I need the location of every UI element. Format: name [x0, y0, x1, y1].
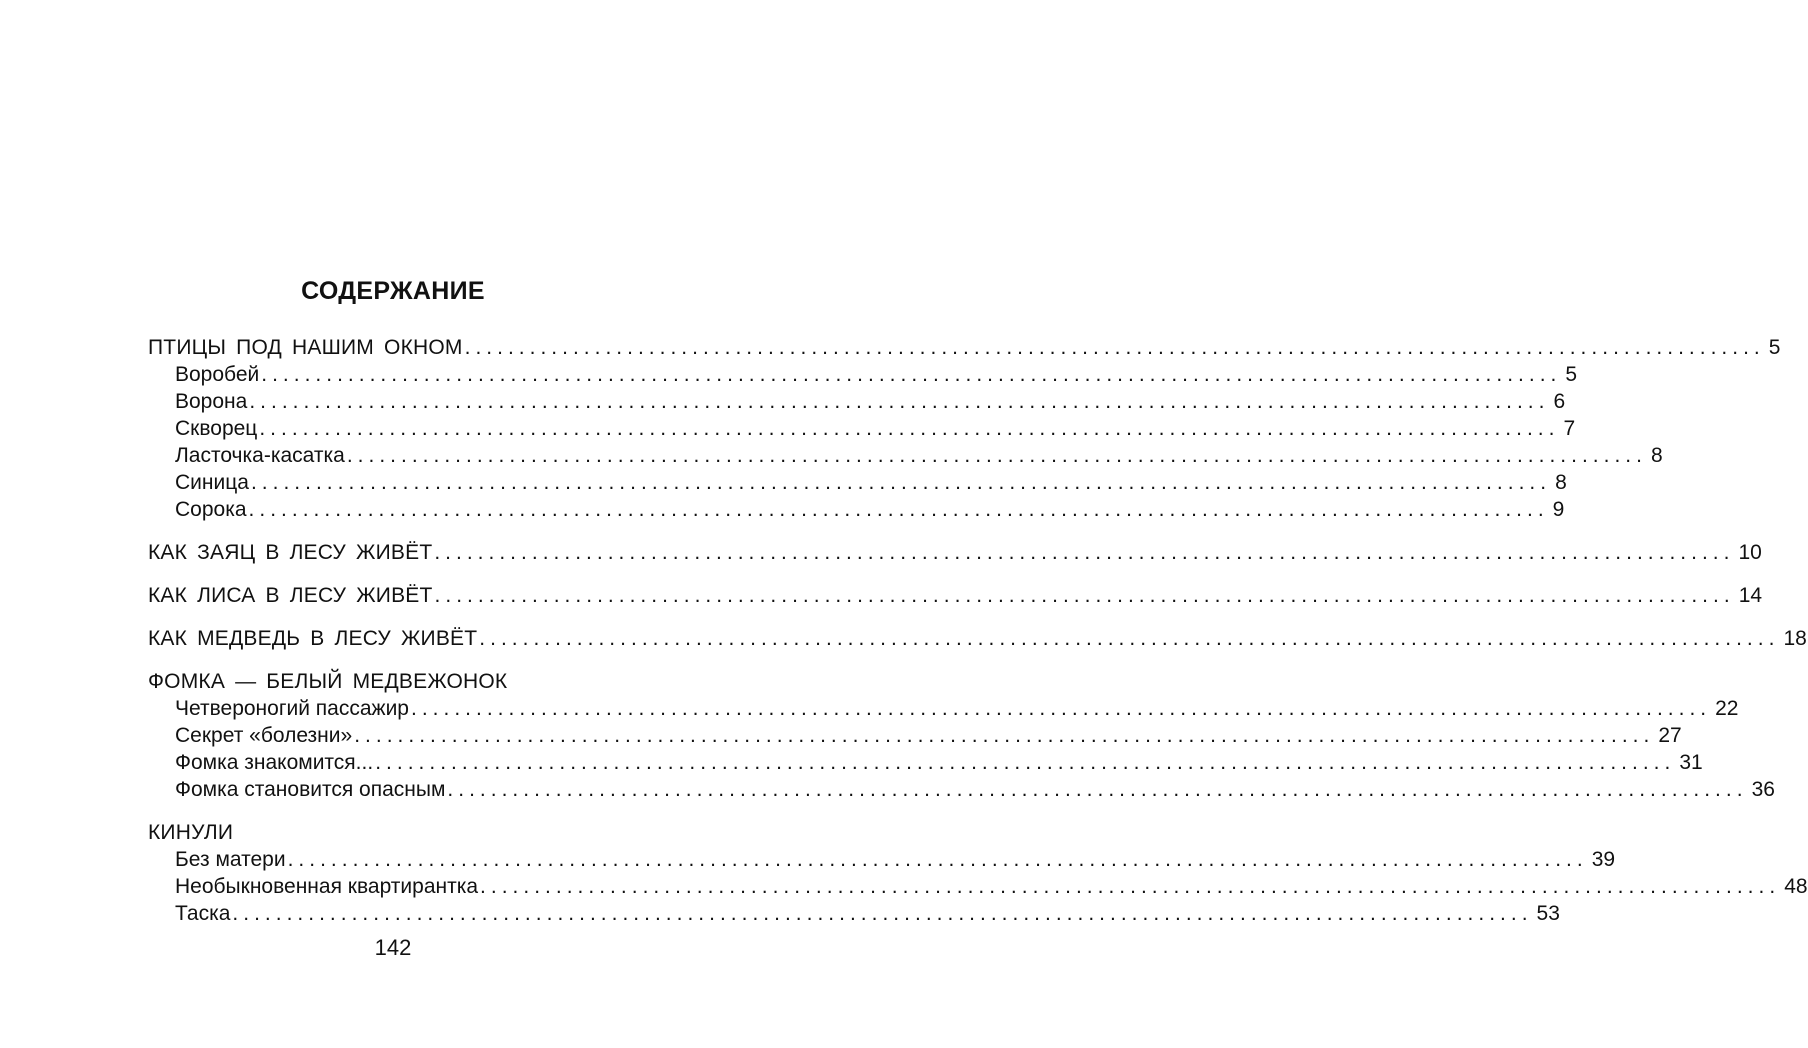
toc-entry-title: Ласточка-касатка	[175, 444, 345, 467]
toc-section	[148, 539, 1762, 566]
toc-subentry	[148, 776, 1775, 803]
toc-entry-title: Четвероногий пассажир	[175, 697, 409, 720]
toc-page-number: 27	[1658, 724, 1682, 747]
toc-entry-title: КАК ЛИСА В ЛЕСУ ЖИВЁТ	[148, 584, 433, 607]
toc-entry-title: КИНУЛИ	[148, 821, 234, 844]
table-of-contents	[148, 334, 1808, 927]
toc-page-number: 36	[1751, 778, 1775, 801]
toc-subentry	[148, 695, 1739, 722]
toc-entry-title: Фомка знакомится...	[175, 751, 374, 774]
toc-subentry	[148, 846, 1616, 873]
dot-leader: ........................................................................................................................	[375, 751, 1676, 774]
dot-leader: ........................................................................................................................	[249, 390, 1550, 413]
toc-subentry	[148, 496, 1565, 523]
toc-subentry	[148, 900, 1560, 927]
dot-leader: ........................................................................................................................	[447, 778, 1748, 801]
toc-page-number: 31	[1679, 751, 1703, 774]
toc-page-number: 5	[1565, 363, 1578, 386]
toc-page-number: 8	[1650, 444, 1663, 467]
toc-entry-title: Таска	[175, 902, 231, 925]
page-number: 142	[374, 935, 412, 960]
toc-entry-title: КАК МЕДВЕДЬ В ЛЕСУ ЖИВЁТ	[148, 627, 478, 650]
dot-leader: ........................................................................................................................	[232, 902, 1533, 925]
toc-entry-title: Воробей	[175, 363, 260, 386]
dot-leader: ........................................................................................................................	[259, 417, 1560, 440]
dot-leader: ........................................................................................................................	[287, 848, 1588, 871]
toc-entry-title: Синица	[175, 471, 249, 494]
dot-leader: ........................................................................................................................	[346, 444, 1647, 467]
toc-entry-title: Фомка становится опасным	[175, 778, 446, 801]
toc-page-number: 9	[1552, 498, 1565, 521]
toc-page-number: 22	[1715, 697, 1739, 720]
toc-section	[148, 334, 1781, 361]
dot-leader: ........................................................................................................................	[479, 627, 1780, 650]
toc-page-number: 10	[1738, 541, 1762, 564]
toc-subentry	[148, 415, 1576, 442]
dot-leader: ........................................................................................................................	[480, 875, 1781, 898]
dot-leader: ........................................................................................................................	[248, 498, 1549, 521]
dot-leader: ........................................................................................................................	[410, 697, 1712, 720]
toc-entry-title: ПТИЦЫ ПОД НАШИМ ОКНОМ	[148, 336, 463, 359]
toc-section	[148, 625, 1807, 652]
toc-subentry	[148, 361, 1578, 388]
dot-leader: ........................................................................................................................	[261, 363, 1562, 386]
toc-entry-title: КАК ЗАЯЦ В ЛЕСУ ЖИВЁТ	[148, 541, 433, 564]
toc-page-number: 8	[1555, 471, 1567, 494]
toc-page-number: 53	[1536, 902, 1560, 925]
dot-leader: ........................................................................................................................	[434, 584, 1735, 607]
toc-entry-title: Скворец	[175, 417, 258, 440]
toc-section	[148, 819, 648, 846]
toc-page-number: 14	[1738, 584, 1763, 607]
toc-subentry	[148, 722, 1682, 749]
toc-section	[148, 668, 648, 695]
toc-entry-title: Секрет «болезни»	[175, 724, 353, 747]
dot-leader: ........................................................................................................................	[250, 471, 1552, 494]
dot-leader: ........................................................................................................................	[464, 336, 1765, 359]
toc-page-number: 7	[1563, 417, 1576, 440]
toc-entry-title: Сорока	[175, 498, 247, 521]
page-title: СОДЕРЖАНИЕ	[301, 277, 485, 305]
toc-page-number: 5	[1768, 336, 1781, 359]
toc-page-number: 18	[1783, 627, 1807, 650]
toc-subentry	[148, 749, 1703, 776]
toc-subentry	[148, 873, 1808, 900]
toc-subentry	[148, 388, 1566, 415]
dot-leader: ........................................................................................................................	[354, 724, 1655, 747]
toc-entry-title: Без матери	[175, 848, 286, 871]
toc-entry-title: ФОМКА — БЕЛЫЙ МЕДВЕЖОНОК	[148, 670, 508, 693]
dot-leader: ........................................................................................................................	[434, 541, 1735, 564]
toc-entry-title: Необыкновенная квартирантка	[175, 875, 479, 898]
toc-subentry	[148, 442, 1663, 469]
toc-page-number: 39	[1591, 848, 1616, 871]
toc-subentry	[148, 469, 1567, 496]
toc-section	[148, 582, 1763, 609]
toc-page-number: 48	[1784, 875, 1808, 898]
toc-entry-title: Ворона	[175, 390, 248, 413]
toc-page-number: 6	[1553, 390, 1566, 413]
